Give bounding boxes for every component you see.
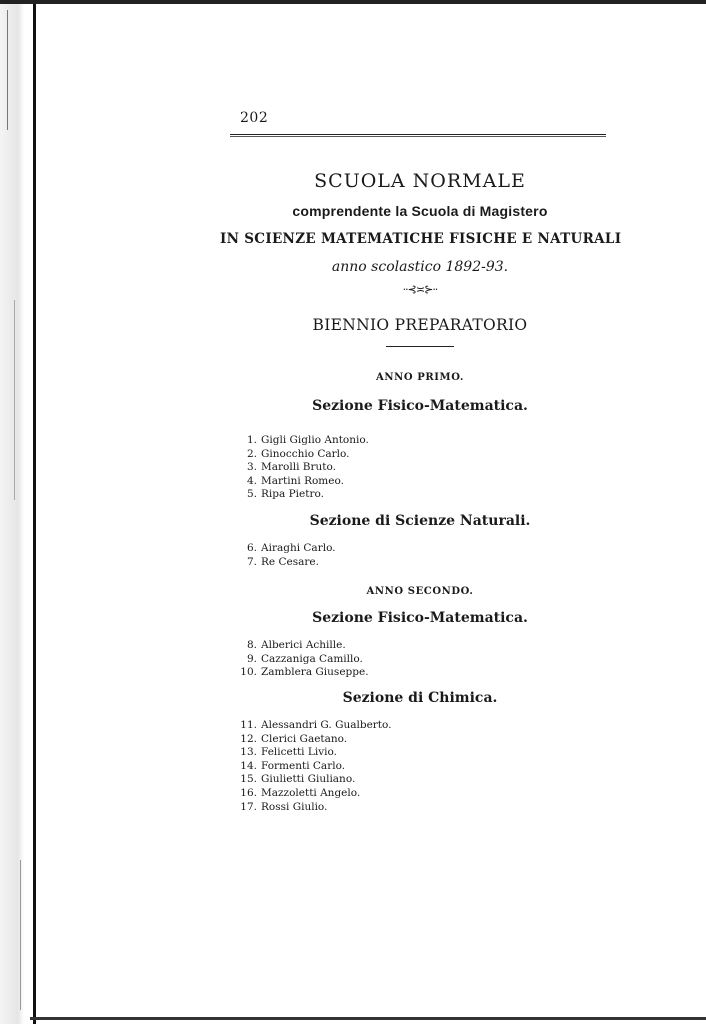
- student-name: Airaghi Carlo.: [261, 542, 336, 554]
- student-entry: [232, 787, 492, 801]
- student-name: Felicetti Livio.: [261, 746, 337, 759]
- student-name: Re Cesare.: [261, 555, 319, 568]
- scan-mark: [14, 300, 15, 500]
- student-number: 6.: [246, 542, 257, 554]
- ornament-divider: ··⊰≍⊱··: [402, 283, 438, 296]
- section-rule: [386, 346, 454, 347]
- student-number: 3.: [246, 461, 257, 474]
- student-number: 7.: [246, 555, 257, 568]
- student-entry: [232, 448, 492, 462]
- student-number: 11.: [240, 719, 257, 731]
- student-name: Mazzoletti Angelo.: [261, 786, 361, 799]
- student-name: Alberici Achille.: [261, 639, 346, 651]
- student-entry: [232, 719, 492, 733]
- student-name: Martini Romeo.: [261, 474, 344, 487]
- scan-mark: [7, 10, 8, 130]
- student-name: Zamblera Giuseppe.: [261, 666, 369, 679]
- student-entry: [232, 542, 492, 556]
- header-rule: [230, 136, 606, 137]
- anno-primo-sezione-sn-list: [232, 542, 492, 569]
- student-entry: [232, 639, 492, 653]
- scan-mark: [20, 860, 21, 1010]
- document-subtitle: comprendente la Scuola di Magistero: [292, 203, 548, 219]
- student-number: 9.: [246, 652, 257, 665]
- student-number: 2.: [246, 447, 257, 460]
- page-binding-shadow: [0, 0, 36, 1024]
- student-name: Marolli Bruto.: [261, 461, 336, 474]
- student-number: 1.: [246, 434, 257, 446]
- student-number: 14.: [240, 759, 257, 772]
- student-number: 13.: [240, 746, 257, 759]
- anno-secondo-sezione-fm-heading: Sezione Fisico-Matematica.: [312, 610, 528, 626]
- student-entry: [232, 556, 492, 570]
- section-heading: BIENNIO PREPARATORIO: [312, 316, 528, 334]
- anno-secondo-sezione-fm-list: [232, 639, 492, 680]
- student-number: 12.: [240, 732, 257, 745]
- student-number: 5.: [246, 488, 257, 501]
- anno-primo-sezione-sn-heading: Sezione di Scienze Naturali.: [309, 513, 531, 529]
- student-entry: [232, 434, 492, 448]
- student-name: Alessandri G. Gualberto.: [261, 719, 392, 731]
- student-name: Cazzaniga Camillo.: [261, 652, 363, 665]
- anno-secondo-sezione-ch-heading: Sezione di Chimica.: [342, 690, 498, 706]
- student-entry: [232, 801, 492, 815]
- student-name: Formenti Carlo.: [261, 759, 346, 772]
- student-entry: [232, 488, 492, 502]
- page-bottom-edge: [30, 1017, 706, 1020]
- student-name: Gigli Giglio Antonio.: [261, 434, 369, 446]
- anno-secondo-heading: ANNO SECONDO.: [366, 586, 474, 597]
- student-number: 10.: [240, 666, 257, 679]
- student-name: Clerici Gaetano.: [261, 732, 348, 745]
- student-name: Ripa Pietro.: [261, 488, 324, 501]
- student-name: Ginocchio Carlo.: [261, 447, 350, 460]
- student-entry: [232, 653, 492, 667]
- student-entry: [232, 746, 492, 760]
- page-number: 202: [240, 110, 269, 126]
- student-number: 17.: [240, 800, 257, 813]
- page-binding-edge: [33, 0, 36, 1024]
- header-rule: [230, 134, 606, 135]
- student-number: 15.: [240, 773, 257, 786]
- document-title: SCUOLA NORMALE: [314, 170, 526, 192]
- student-entry: [232, 666, 492, 680]
- page-top-edge: [0, 0, 706, 4]
- anno-primo-sezione-fm-list: [232, 434, 492, 502]
- student-number: 16.: [240, 786, 257, 799]
- student-entry: [232, 461, 492, 475]
- academic-year-prefix: anno scolastico: [331, 259, 442, 275]
- student-number: 4.: [246, 474, 257, 487]
- academic-year: [220, 259, 620, 275]
- student-name: Rossi Giulio.: [261, 800, 328, 813]
- student-entry: [232, 733, 492, 747]
- student-number: 8.: [246, 639, 257, 651]
- student-entry: [232, 773, 492, 787]
- document-subtitle-discipline: IN SCIENZE MATEMATICHE FISICHE E NATURALI: [220, 231, 622, 247]
- student-entry: [232, 760, 492, 774]
- student-entry: [232, 475, 492, 489]
- anno-primo-sezione-fm-heading: Sezione Fisico-Matematica.: [312, 398, 528, 414]
- academic-year-value: 1892-93.: [445, 259, 509, 275]
- student-name: Giulietti Giuliano.: [261, 773, 356, 786]
- anno-secondo-sezione-ch-list: [232, 719, 492, 814]
- anno-primo-heading: ANNO PRIMO.: [375, 372, 465, 383]
